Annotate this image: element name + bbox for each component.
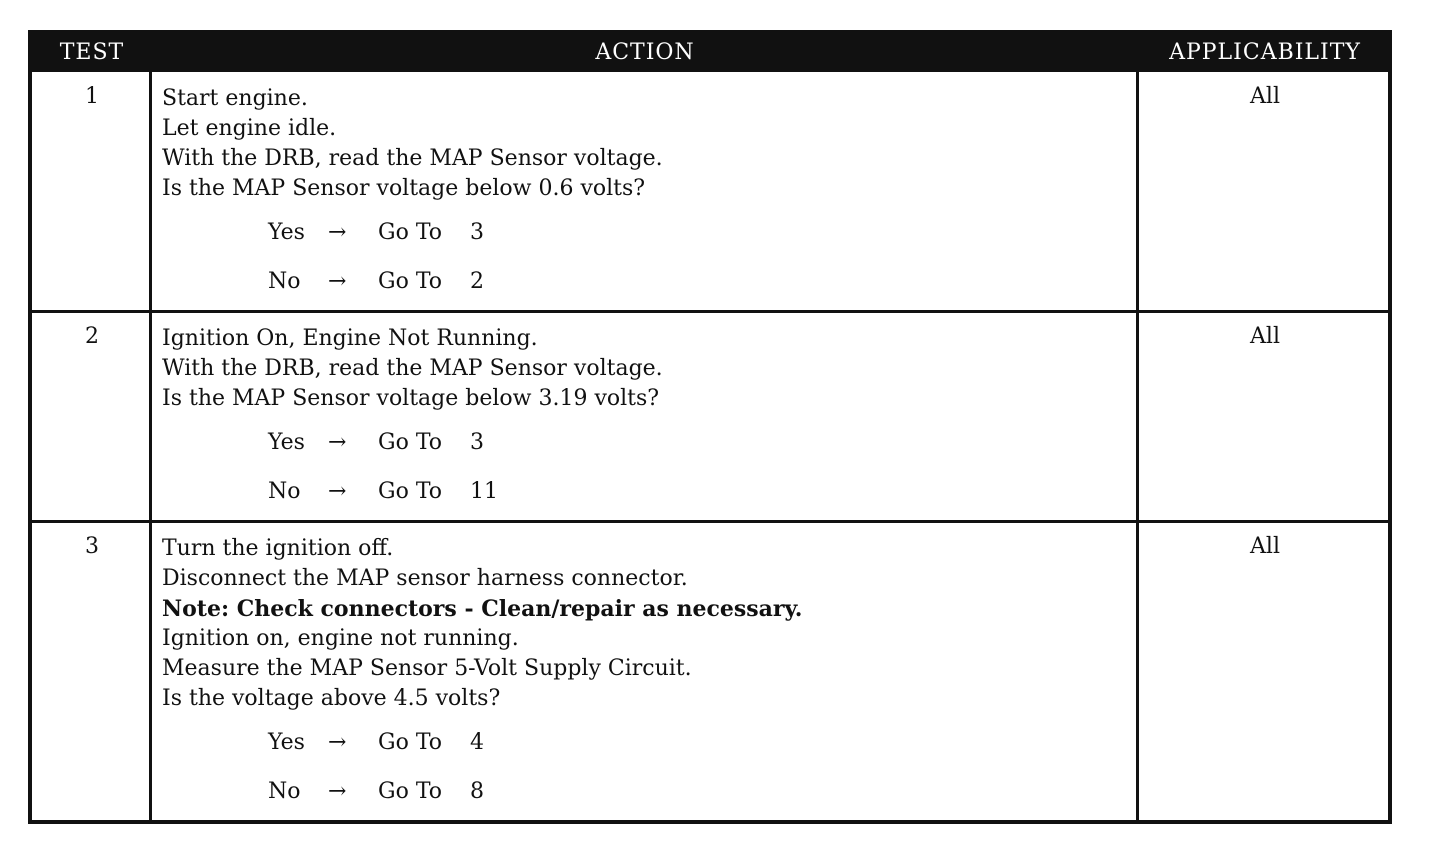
action-line: Let engine idle.: [162, 116, 337, 141]
action-line: Start engine.: [162, 86, 308, 111]
goto-target: 8: [470, 779, 484, 804]
applicability-value: All: [1250, 324, 1280, 349]
goto-target: 11: [470, 479, 498, 504]
row-divider: [32, 520, 1388, 523]
column-divider: [149, 72, 152, 820]
action-line: Is the MAP Sensor voltage below 3.19 volts?: [162, 386, 660, 411]
goto-label: Go To: [378, 479, 443, 504]
goto-target: 4: [470, 730, 484, 755]
action-line: Ignition on, engine not running.: [162, 626, 519, 651]
arrow-icon: →: [328, 779, 347, 804]
arrow-icon: →: [328, 730, 347, 755]
action-line: With the DRB, read the MAP Sensor voltage.: [162, 146, 663, 171]
action-line: Is the voltage above 4.5 volts?: [162, 686, 501, 711]
action-line: With the DRB, read the MAP Sensor voltage.: [162, 356, 663, 381]
action-line: Disconnect the MAP sensor harness connector.: [162, 566, 688, 591]
goto-label: Go To: [378, 779, 443, 804]
action-line: Is the MAP Sensor voltage below 0.6 volts?: [162, 176, 646, 201]
column-divider: [1136, 72, 1139, 820]
choice-yes: [268, 208, 1122, 257]
test-number: 2: [85, 324, 99, 349]
choice-answer: No: [268, 779, 301, 804]
choice-answer: Yes: [268, 430, 305, 455]
arrow-icon: →: [328, 269, 347, 294]
note-line: Note: Check connectors - Clean/repair as necessary.: [162, 596, 803, 622]
goto-target: 3: [470, 220, 484, 245]
header-applicability: APPLICABILITY: [1169, 40, 1361, 65]
applicability-value: All: [1250, 84, 1280, 109]
header-test: TEST: [59, 40, 125, 65]
arrow-icon: →: [328, 479, 347, 504]
action-cell: [162, 324, 1122, 516]
goto-label: Go To: [378, 220, 443, 245]
goto-label: Go To: [378, 430, 443, 455]
action-cell: [162, 84, 1122, 306]
action-line: Turn the ignition off.: [162, 536, 394, 561]
arrow-icon: →: [328, 220, 347, 245]
goto-label: Go To: [378, 269, 443, 294]
goto-label: Go To: [378, 730, 443, 755]
choice-answer: Yes: [268, 220, 305, 245]
action-line: Ignition On, Engine Not Running.: [162, 326, 538, 351]
header-action: ACTION: [595, 40, 695, 65]
choice-yes: [268, 718, 1122, 767]
action-line: Measure the MAP Sensor 5-Volt Supply Circuit.: [162, 656, 692, 681]
choice-no: [268, 467, 1122, 516]
goto-target: 2: [470, 269, 484, 294]
choice-answer: No: [268, 269, 301, 294]
applicability-value: All: [1250, 534, 1280, 559]
choice-answer: No: [268, 479, 301, 504]
choice-no: [268, 257, 1122, 306]
choice-yes: [268, 418, 1122, 467]
diagnostic-test-table: [28, 30, 1392, 824]
arrow-icon: →: [328, 430, 347, 455]
choice-answer: Yes: [268, 730, 305, 755]
action-cell: [162, 534, 1122, 816]
row-divider: [32, 310, 1388, 313]
table-header: [32, 34, 1388, 72]
test-number: 1: [85, 84, 99, 109]
goto-target: 3: [470, 430, 484, 455]
test-number: 3: [85, 534, 99, 559]
choice-no: [268, 767, 1122, 816]
